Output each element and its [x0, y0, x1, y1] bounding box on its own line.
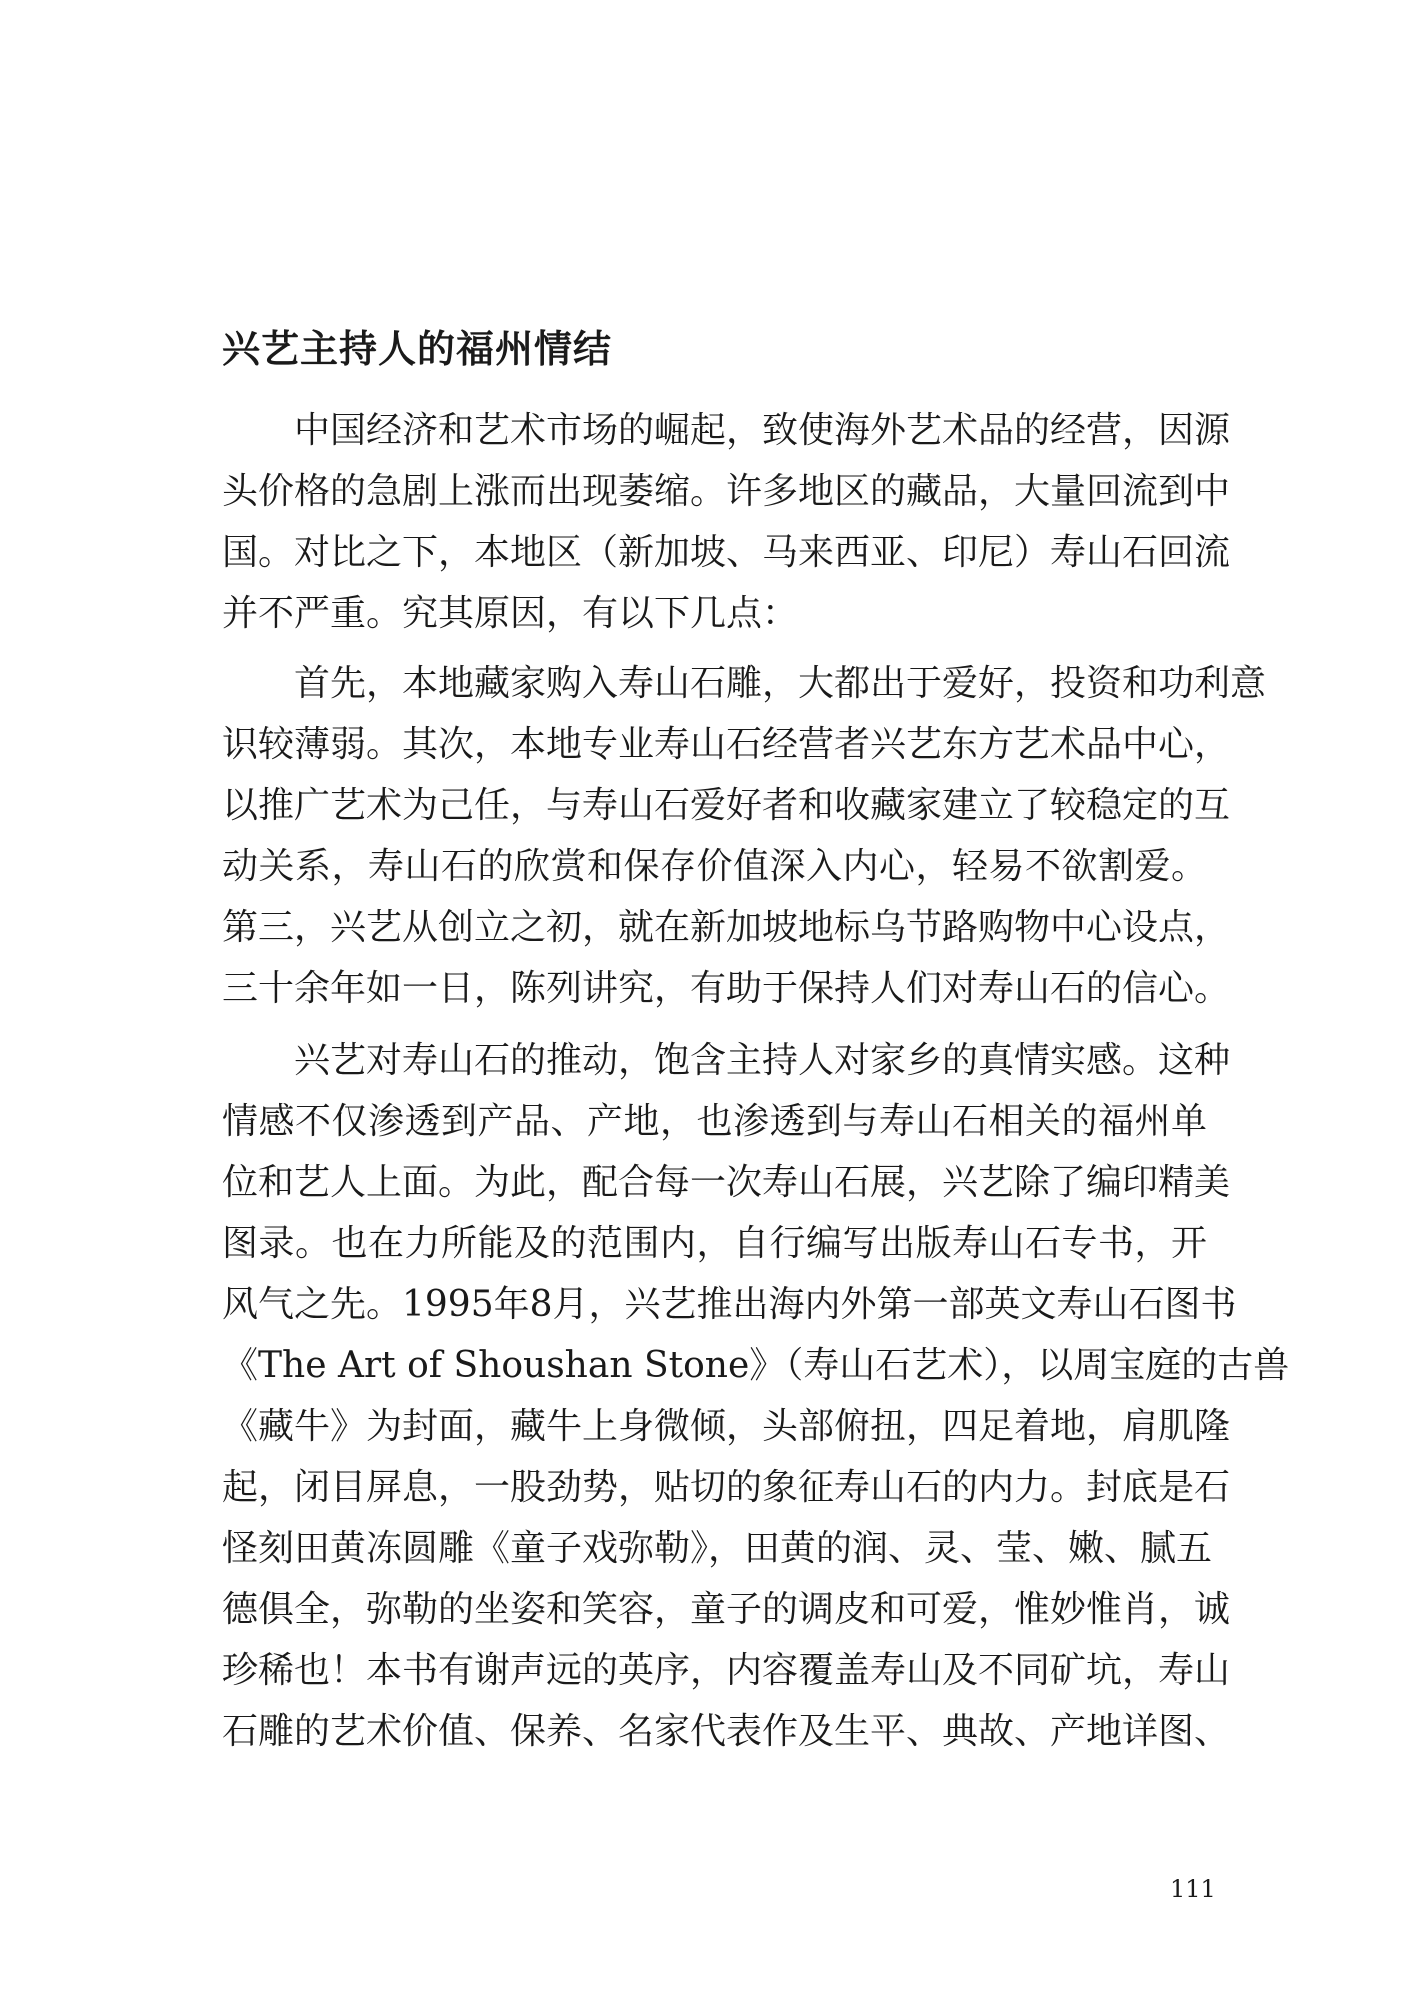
- text-line: 第三，兴艺从创立之初，就在新加坡地标乌节路购物中心设点，: [222, 907, 1231, 948]
- text-line: 以推广艺术为己任，与寿山石爱好者和收藏家建立了较稳定的互: [222, 785, 1231, 826]
- text-line: 三十余年如一日，陈列讲究，有助于保持人们对寿山石的信心。: [222, 968, 1231, 1009]
- text-line: 中国经济和艺术市场的崛起，致使海外艺术品的经营，因源: [294, 410, 1231, 451]
- text-line: 动关系，寿山石的欣赏和保存价值深入内心，轻易不欲割爱。: [222, 846, 1207, 887]
- text-line: 并不严重。究其原因，有以下几点：: [222, 593, 799, 634]
- text-line: 起，闭目屏息，一股劲势，贴切的象征寿山石的内力。封底是石: [222, 1467, 1231, 1508]
- text-line: 图录。也在力所能及的范围内，自行编写出版寿山石专书，开: [222, 1223, 1207, 1264]
- text-line: 国。对比之下，本地区（新加坡、马来西亚、印尼）寿山石回流: [222, 532, 1231, 573]
- paragraph-2: [222, 653, 1267, 1019]
- text-line: 风气之先。1995年8月，兴艺推出海内外第一部英文寿山石图书: [222, 1284, 1237, 1325]
- paragraph-1: [222, 400, 1231, 644]
- text-line: 《The Art of Shoushan Stone》（寿山石艺术），以周宝庭的古兽: [222, 1345, 1290, 1386]
- text-line: 怪刻田黄冻圆雕《童子戏弥勒》，田黄的润、灵、莹、嫩、腻五: [222, 1528, 1213, 1569]
- paragraph-3: [222, 1030, 1290, 1762]
- section-heading: 兴艺主持人的福州情结: [222, 326, 613, 371]
- text-line: 位和艺人上面。为此，配合每一次寿山石展，兴艺除了编印精美: [222, 1162, 1231, 1203]
- text-line: 兴艺对寿山石的推动，饱含主持人对家乡的真情实感。这种: [294, 1040, 1231, 1081]
- page-number: 111: [1170, 1875, 1216, 1903]
- text-line: 首先，本地藏家购入寿山石雕，大都出于爱好，投资和功利意: [294, 663, 1267, 704]
- text-line: 德俱全，弥勒的坐姿和笑容，童子的调皮和可爱，惟妙惟肖，诚: [222, 1589, 1231, 1630]
- text-line: 情感不仅渗透到产品、产地，也渗透到与寿山石相关的福州单: [222, 1101, 1207, 1142]
- text-line: 识较薄弱。其次，本地专业寿山石经营者兴艺东方艺术品中心，: [222, 724, 1231, 765]
- text-line: 《藏牛》为封面，藏牛上身微倾，头部俯扭，四足着地，肩肌隆: [222, 1406, 1231, 1447]
- text-line: 珍稀也！本书有谢声远的英序，内容覆盖寿山及不同矿坑，寿山: [222, 1650, 1231, 1691]
- text-line: 头价格的急剧上涨而出现萎缩。许多地区的藏品，大量回流到中: [222, 471, 1231, 512]
- text-line: 石雕的艺术价值、保养、名家代表作及生平、典故、产地详图、: [222, 1711, 1231, 1752]
